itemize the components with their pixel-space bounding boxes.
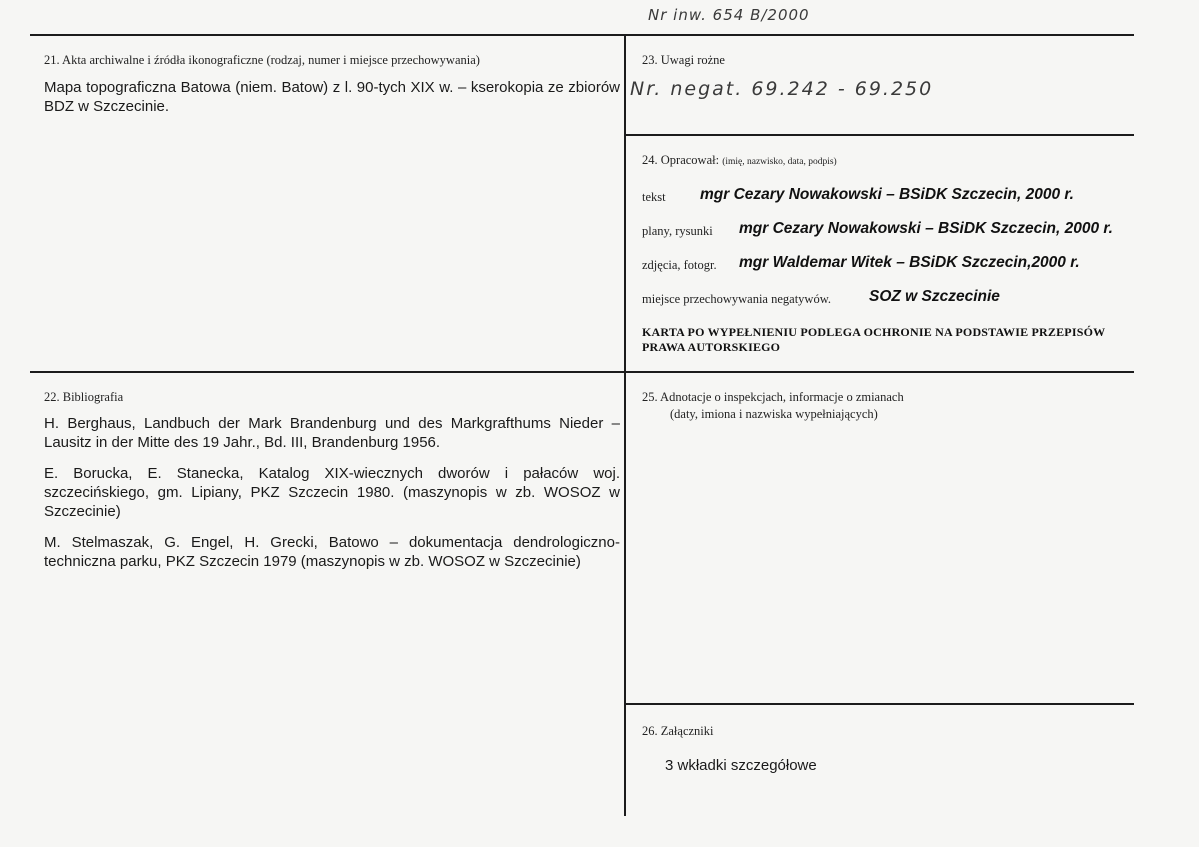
copyright-notice — [642, 325, 1132, 355]
plans-author-label: plany, rysunki — [642, 224, 713, 238]
section-21-label: 21. Akta archiwalne i źródła ikonograficzne (rodzaj, numer i miejsce przechowywania) — [44, 53, 480, 67]
text-author-value: mgr Cezary Nowakowski – BSiDK Szczecin, 2000 r. — [700, 186, 1074, 203]
section-24-title: 24. Opracował: — [642, 153, 720, 167]
text-author-label: tekst — [642, 190, 666, 204]
bibliography-list — [44, 414, 620, 583]
attachments-text: 3 wkładki szczegółowe — [665, 757, 817, 774]
section-25-sublabel: (daty, imiona i nazwiska wypełniających) — [670, 407, 878, 421]
section-24-label — [642, 153, 837, 168]
section-21-text: Mapa topograficzna Batowa (niem. Batow) z l. 90-tych XIX w. – kserokopia ze zbiorów BDZ w Szczecinie. — [44, 79, 620, 115]
divider-23-24 — [625, 134, 1134, 136]
section-22-label: 22. Bibliografia — [44, 390, 124, 404]
photos-author-label: zdjęcia, fotogr. — [642, 258, 717, 272]
section-26-label: 26. Załączniki — [642, 724, 714, 738]
bibliography-entry: E. Borucka, E. Stanecka, Katalog XIX-wiecznych dworów i pałaców woj. szczecińskiego, gm. Lipiany, PKZ Szczecin 1980. (maszynopis w zb. WOSOZ w Szczecinie) — [44, 465, 620, 520]
negatives-location-label: miejsce przechowywania negatywów. — [642, 292, 832, 306]
bibliography-entry: M. Stelmaszak, G. Engel, H. Grecki, Batowo – dokumentacja dendrologiczno-techniczna parku, PKZ Szczecin 1979 (maszynopis w zb. WOSOZ w Szczecinie) — [44, 534, 620, 570]
plans-author-value: mgr Cezary Nowakowski – BSiDK Szczecin, 2000 r. — [739, 220, 1113, 237]
negatives-location-value: SOZ w Szczecinie — [869, 288, 1000, 305]
center-divider — [624, 34, 626, 816]
section-24-sublabel: (imię, nazwisko, data, podpis) — [722, 157, 837, 167]
copyright-notice-line2: PRAWA AUTORSKIEGO — [642, 340, 781, 354]
divider-25-26 — [625, 703, 1134, 705]
inventory-note: Nr inw. 654 B/2000 — [648, 6, 810, 24]
photos-author-value: mgr Waldemar Witek – BSiDK Szczecin,2000 r. — [739, 254, 1080, 271]
section-25-label: 25. Adnotacje o inspekcjach, informacje o zmianach — [642, 390, 904, 404]
section-23-label: 23. Uwagi rożne — [642, 53, 725, 67]
bibliography-entry: H. Berghaus, Landbuch der Mark Brandenburg und des Markgrafthums Nieder – Lausitz in der Mitte des 19 Jahr., Bd. III, Brandenburg 1956. — [44, 415, 620, 451]
divider-row1-row2 — [30, 371, 1134, 373]
copyright-notice-line1: KARTA PO WYPEŁNIENIU PODLEGA OCHRONIE NA PODSTAWIE PRZEPISÓW — [642, 325, 1106, 339]
top-border — [30, 34, 1134, 36]
negative-numbers-handwritten: Nr. negat. 69.242 - 69.250 — [630, 78, 934, 100]
